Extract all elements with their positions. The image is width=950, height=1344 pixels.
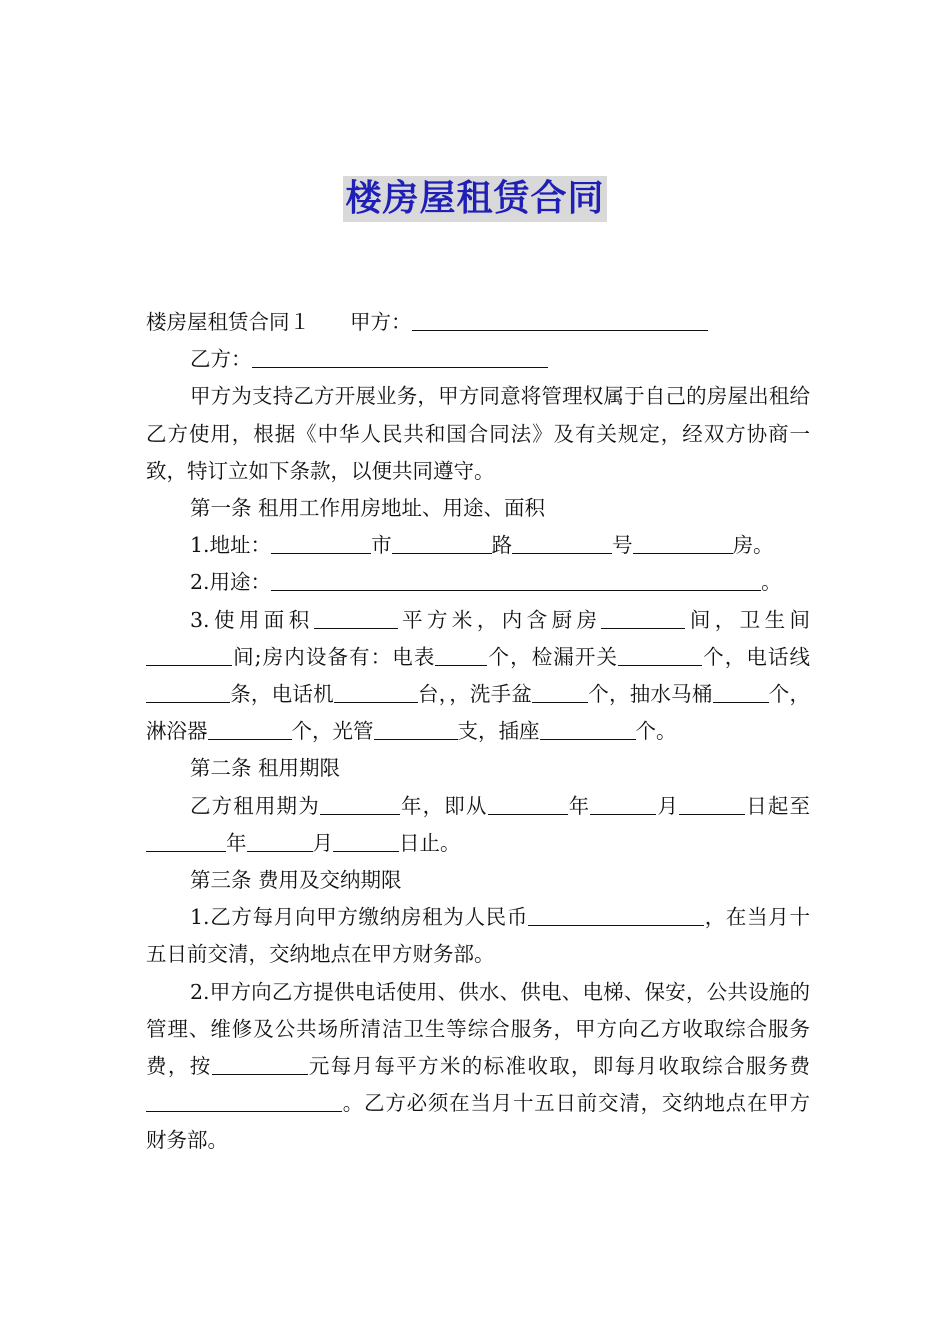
city-blank[interactable] xyxy=(271,532,371,555)
address-label: 1.地址： xyxy=(190,533,272,558)
number-label: 号 xyxy=(612,533,633,558)
service-text-2: 元每月每平方米的标准收取，即每月收取综合服务费 xyxy=(307,1054,811,1079)
area-text-11: 支，插座 xyxy=(457,719,540,744)
rent-text-1: 1.乙方每月向甲方缴纳房租为人民币 xyxy=(190,905,529,930)
document-title: 楼房屋租赁合同 xyxy=(343,176,606,222)
term-text-1: 乙方租用期为 xyxy=(190,793,320,818)
article-3-heading: 第三条 费用及交纳期限 xyxy=(190,868,402,893)
title-block xyxy=(0,176,950,222)
party-b-blank[interactable] xyxy=(252,346,548,369)
party-a-label: 甲方： xyxy=(350,310,412,334)
shower-blank[interactable] xyxy=(208,718,292,741)
intro-heading: 楼房屋租赁合同１ xyxy=(146,310,310,334)
road-label: 路 xyxy=(491,533,513,558)
tube-light-blank[interactable] xyxy=(374,718,458,741)
service-text-1: 2.甲方向乙方提供电话使用、供水、供电、电梯、保安，公共设施的管理、维修及公共场所清洁卫生等综合服务，甲方向乙方收取综合服务费，按 xyxy=(146,979,810,1079)
basin-blank[interactable] xyxy=(532,681,588,704)
room-blank[interactable] xyxy=(633,532,733,555)
phone-set-blank[interactable] xyxy=(334,681,418,704)
phone-line-blank[interactable] xyxy=(146,681,230,704)
kitchen-blank[interactable] xyxy=(601,606,685,629)
service-fee-paragraph xyxy=(146,974,810,1160)
area-text-4: 个，检漏开关 xyxy=(487,644,619,669)
meter-blank[interactable] xyxy=(435,643,487,666)
road-blank[interactable] xyxy=(392,532,492,555)
party-a-blank[interactable] xyxy=(412,308,708,331)
term-text-8: 日止。 xyxy=(399,830,461,855)
contract-body xyxy=(146,304,810,1160)
end-day-blank[interactable] xyxy=(333,829,399,852)
address-line xyxy=(146,527,810,564)
rent-amount-blank[interactable] xyxy=(528,904,704,927)
area-label: 3.使用面积 xyxy=(190,607,314,632)
use-end: 。 xyxy=(761,570,782,595)
term-text-5: 日起至 xyxy=(745,793,811,818)
term-paragraph xyxy=(146,788,810,862)
fee-rate-blank[interactable] xyxy=(212,1053,308,1076)
party-b-label: 乙方： xyxy=(190,347,252,372)
term-text-7: 月 xyxy=(312,830,333,855)
article-2-heading: 第二条 租用期限 xyxy=(190,756,341,781)
area-blank[interactable] xyxy=(314,606,398,629)
area-text-3: 间;房内设备有：电表 xyxy=(232,644,436,669)
term-text-2: 年，即从 xyxy=(399,793,488,818)
number-blank[interactable] xyxy=(512,532,612,555)
rent-text-2: ，在当月十五日前交清，交纳地点在甲方财务部。 xyxy=(146,905,810,967)
bathroom-blank[interactable] xyxy=(146,643,232,666)
use-blank[interactable] xyxy=(271,569,761,592)
end-month-blank[interactable] xyxy=(247,829,313,852)
service-text-3: 。乙方必须在当月十五日前交清，交纳地点在甲方财务部。 xyxy=(146,1091,810,1153)
area-text-6: 条，电话机 xyxy=(230,682,334,707)
party-b-line xyxy=(146,341,810,378)
area-text-9: 个，淋浴器 xyxy=(146,682,811,744)
monthly-fee-blank[interactable] xyxy=(146,1090,342,1113)
preamble: 甲方为支持乙方开展业务，甲方同意将管理权属于自己的房屋出租给乙方使用，根据《中华人民共和国合同法》及有关规定，经双方协商一致，特订立如下条款，以便共同遵守。 xyxy=(146,384,810,483)
area-text-10: 个，光管 xyxy=(291,719,374,744)
rent-paragraph xyxy=(146,899,810,973)
room-label: 房。 xyxy=(732,533,774,558)
term-text-3: 年 xyxy=(567,793,591,818)
term-text-6: 年 xyxy=(226,830,247,855)
city-label: 市 xyxy=(371,533,392,558)
area-text-1: 平方米，内含厨房 xyxy=(397,607,602,632)
start-day-blank[interactable] xyxy=(679,792,745,815)
article-1-heading: 第一条 租用工作用房地址、用途、面积 xyxy=(190,496,546,521)
party-a-line xyxy=(146,304,810,341)
use-line xyxy=(146,564,810,601)
start-year-blank[interactable] xyxy=(488,792,568,815)
use-label: 2.用途： xyxy=(190,570,272,595)
area-text-5: 个，电话线 xyxy=(702,644,811,669)
term-years-blank[interactable] xyxy=(320,792,400,815)
start-month-blank[interactable] xyxy=(590,792,656,815)
area-text-2: 间，卫生间 xyxy=(685,607,811,632)
area-text-7: 台，，洗手盆 xyxy=(417,682,533,707)
area-paragraph xyxy=(146,602,810,751)
term-text-4: 月 xyxy=(656,793,680,818)
leak-switch-blank[interactable] xyxy=(618,643,702,666)
socket-blank[interactable] xyxy=(540,718,636,741)
area-text-12: 个。 xyxy=(635,719,677,744)
toilet-blank[interactable] xyxy=(713,681,769,704)
end-year-blank[interactable] xyxy=(146,829,226,852)
area-text-8: 个，抽水马桶 xyxy=(588,682,713,707)
